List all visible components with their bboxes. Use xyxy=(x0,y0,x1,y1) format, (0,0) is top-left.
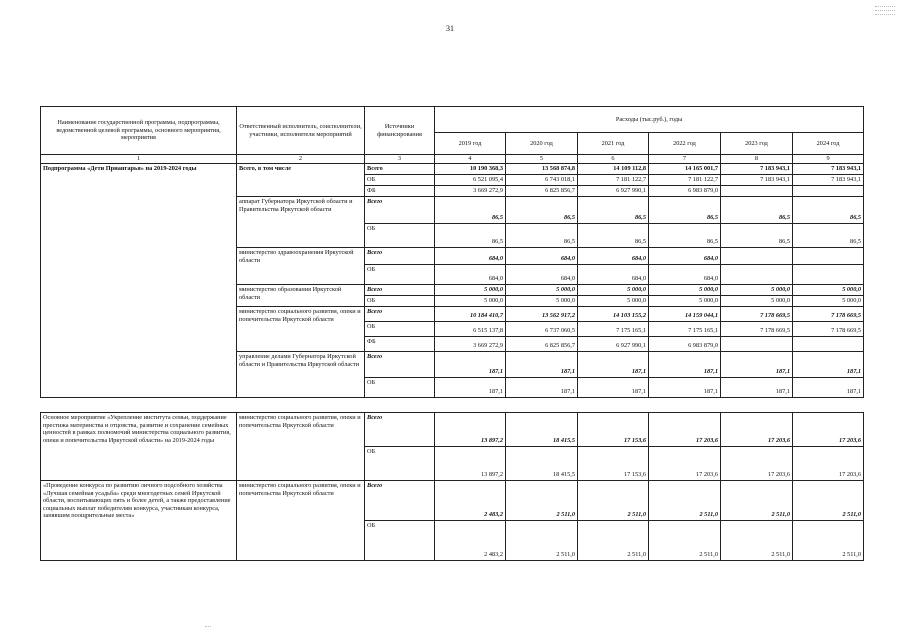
header-expenses: Расходы (тыс.руб.), годы xyxy=(435,107,864,133)
value-cell: 5 000,0 xyxy=(435,285,506,296)
value-cell: 5 000,0 xyxy=(578,285,649,296)
value-cell: 2 511,0 xyxy=(578,481,649,521)
table-row xyxy=(41,164,864,175)
header-year: 2020 год xyxy=(506,133,578,155)
source-cell: Всего xyxy=(365,352,435,378)
value-cell: 13 568 874,8 xyxy=(506,164,578,175)
value-cell xyxy=(793,186,864,197)
value-cell: 7 178 669,5 xyxy=(793,322,864,337)
value-cell: 17 203,6 xyxy=(793,447,864,481)
value-cell: 86,5 xyxy=(578,224,649,248)
value-cell: 7 178 669,5 xyxy=(793,307,864,322)
value-cell: 17 203,6 xyxy=(721,447,793,481)
value-cell: 684,0 xyxy=(578,248,649,265)
value-cell: 13 562 917,2 xyxy=(506,307,578,322)
source-cell: Всего xyxy=(365,481,435,521)
executor-cell: министерство социального развития, опеки и попечительства Иркутской области xyxy=(237,413,365,481)
header-year: 2022 год xyxy=(649,133,721,155)
page-number: 31 xyxy=(446,24,454,33)
source-cell: ОБ xyxy=(365,521,435,561)
source-cell: Всего xyxy=(365,307,435,322)
value-cell: 14 159 044,1 xyxy=(649,307,721,322)
value-cell: 10 190 368,3 xyxy=(435,164,506,175)
value-cell: 5 000,0 xyxy=(435,296,506,307)
value-cell: 187,1 xyxy=(649,378,721,398)
source-cell: ОБ xyxy=(365,447,435,481)
value-cell: 5 000,0 xyxy=(578,296,649,307)
value-cell: 5 000,0 xyxy=(793,285,864,296)
value-cell: 6 825 856,7 xyxy=(506,337,578,352)
value-cell xyxy=(721,265,793,285)
value-cell: 7 181 122,7 xyxy=(649,175,721,186)
source-cell: ОБ xyxy=(365,224,435,248)
scan-artifact xyxy=(875,6,895,18)
value-cell: 7 183 943,1 xyxy=(721,175,793,186)
header-executor: Ответственный исполнитель, соисполнители, участники, исполнители мероприятий xyxy=(237,107,365,155)
table-row xyxy=(41,481,864,521)
value-cell: 684,0 xyxy=(649,265,721,285)
value-cell: 6 927 990,1 xyxy=(578,186,649,197)
contest-name: «Проведение конкурса по развитию личного подсобного хозяйства «Лучшая семейная усадьба» среди многодетных семей Иркутской области, воспитывающих пять и более детей, а также предоставление социальных выплат победителям конкурса, участникам конкурса, занявшим поощрительные места» xyxy=(41,481,237,561)
executor-cell: министерство здравоохранения Иркутской области xyxy=(237,248,365,285)
value-cell: 6 515 137,8 xyxy=(435,322,506,337)
header-year: 2024 год xyxy=(793,133,864,155)
value-cell: 2 511,0 xyxy=(793,521,864,561)
source-cell: Всего xyxy=(365,248,435,265)
value-cell: 187,1 xyxy=(578,378,649,398)
column-number: 6 xyxy=(578,155,649,164)
value-cell xyxy=(721,248,793,265)
value-cell: 2 511,0 xyxy=(649,481,721,521)
value-cell: 86,5 xyxy=(578,197,649,224)
column-number: 7 xyxy=(649,155,721,164)
value-cell: 17 153,6 xyxy=(578,447,649,481)
value-cell: 2 511,0 xyxy=(721,521,793,561)
source-cell: ОБ xyxy=(365,296,435,307)
value-cell: 17 203,6 xyxy=(793,413,864,447)
value-cell: 86,5 xyxy=(721,224,793,248)
value-cell xyxy=(721,337,793,352)
column-number: 5 xyxy=(506,155,578,164)
budget-table xyxy=(40,106,864,398)
source-cell: Всего xyxy=(365,413,435,447)
value-cell: 6 743 018,1 xyxy=(506,175,578,186)
source-cell: ФБ xyxy=(365,186,435,197)
value-cell: 3 669 272,9 xyxy=(435,186,506,197)
value-cell: 13 897,2 xyxy=(435,413,506,447)
value-cell: 187,1 xyxy=(435,352,506,378)
value-cell: 6 983 879,0 xyxy=(649,186,721,197)
value-cell: 684,0 xyxy=(649,248,721,265)
value-cell: 86,5 xyxy=(649,224,721,248)
value-cell: 86,5 xyxy=(435,197,506,224)
value-cell: 14 103 155,2 xyxy=(578,307,649,322)
value-cell: 187,1 xyxy=(793,378,864,398)
value-cell: 2 483,2 xyxy=(435,481,506,521)
value-cell: 7 178 669,5 xyxy=(721,322,793,337)
executor-cell: аппарат Губернатора Иркутской области и Правительства Иркутской области xyxy=(237,197,365,248)
column-number: 1 xyxy=(41,155,237,164)
value-cell: 86,5 xyxy=(435,224,506,248)
value-cell: 10 184 410,7 xyxy=(435,307,506,322)
header-name: Наименование государственной программы, подпрограммы, ведомственной целевой программы, основного мероприятия, мероприятия xyxy=(41,107,237,155)
value-cell: 86,5 xyxy=(793,224,864,248)
source-cell: ОБ xyxy=(365,175,435,186)
value-cell: 187,1 xyxy=(721,378,793,398)
header-year: 2023 год xyxy=(721,133,793,155)
value-cell: 187,1 xyxy=(578,352,649,378)
source-cell: ОБ xyxy=(365,265,435,285)
value-cell: 17 153,6 xyxy=(578,413,649,447)
value-cell: 5 000,0 xyxy=(506,296,578,307)
value-cell: 187,1 xyxy=(793,352,864,378)
source-cell: ФБ xyxy=(365,337,435,352)
value-cell: 2 511,0 xyxy=(649,521,721,561)
column-number: 8 xyxy=(721,155,793,164)
value-cell: 7 183 943,1 xyxy=(793,175,864,186)
value-cell: 17 203,6 xyxy=(721,413,793,447)
column-number: 4 xyxy=(435,155,506,164)
value-cell: 6 737 060,5 xyxy=(506,322,578,337)
source-cell: Всего xyxy=(365,285,435,296)
value-cell: 86,5 xyxy=(721,197,793,224)
value-cell: 2 511,0 xyxy=(721,481,793,521)
value-cell: 86,5 xyxy=(649,197,721,224)
value-cell: 684,0 xyxy=(435,265,506,285)
value-cell: 2 511,0 xyxy=(506,521,578,561)
value-cell: 18 415,5 xyxy=(506,413,578,447)
value-cell: 18 415,5 xyxy=(506,447,578,481)
value-cell: 7 175 165,1 xyxy=(578,322,649,337)
value-cell: 2 511,0 xyxy=(578,521,649,561)
scan-artifact xyxy=(205,626,211,628)
value-cell xyxy=(793,265,864,285)
value-cell: 6 825 856,7 xyxy=(506,186,578,197)
value-cell: 187,1 xyxy=(721,352,793,378)
value-cell: 5 000,0 xyxy=(506,285,578,296)
header-year: 2021 год xyxy=(578,133,649,155)
value-cell: 5 000,0 xyxy=(793,296,864,307)
subprogram-name: Подпрограмма «Дети Приангарья» на 2019-2024 годы xyxy=(41,164,237,398)
value-cell: 2 511,0 xyxy=(506,481,578,521)
value-cell: 86,5 xyxy=(793,197,864,224)
source-cell: Всего xyxy=(365,197,435,224)
value-cell: 2 483,2 xyxy=(435,521,506,561)
value-cell: 684,0 xyxy=(506,248,578,265)
value-cell: 14 165 001,7 xyxy=(649,164,721,175)
value-cell: 6 983 879,0 xyxy=(649,337,721,352)
value-cell: 7 178 669,5 xyxy=(721,307,793,322)
column-number: 3 xyxy=(365,155,435,164)
value-cell: 7 183 943,1 xyxy=(793,164,864,175)
value-cell: 187,1 xyxy=(506,352,578,378)
value-cell xyxy=(721,186,793,197)
value-cell: 86,5 xyxy=(506,197,578,224)
value-cell: 187,1 xyxy=(649,352,721,378)
value-cell: 5 000,0 xyxy=(721,285,793,296)
value-cell: 14 109 112,8 xyxy=(578,164,649,175)
value-cell: 187,1 xyxy=(435,378,506,398)
executor-cell: министерство социального развития, опеки и попечительства Иркутской области xyxy=(237,481,365,561)
value-cell: 187,1 xyxy=(506,378,578,398)
value-cell: 7 183 943,1 xyxy=(721,164,793,175)
source-cell: Всего xyxy=(365,164,435,175)
value-cell: 684,0 xyxy=(435,248,506,265)
value-cell: 5 000,0 xyxy=(649,296,721,307)
value-cell: 6 521 095,4 xyxy=(435,175,506,186)
table-row xyxy=(41,413,864,447)
value-cell: 3 669 272,9 xyxy=(435,337,506,352)
main-event-name: Основное мероприятие «Укрепление института семьи, поддержание престижа материнства и отцовства, развитие и сохранение семейных ценностей в рамках полномочий министерства социального развития, опеки и попечительства Иркутской области» на 2019-2024 годы xyxy=(41,413,237,481)
value-cell: 5 000,0 xyxy=(649,285,721,296)
value-cell: 684,0 xyxy=(506,265,578,285)
value-cell xyxy=(793,337,864,352)
budget-table-continued xyxy=(40,412,864,561)
header-year: 2019 год xyxy=(435,133,506,155)
value-cell: 684,0 xyxy=(578,265,649,285)
value-cell: 5 000,0 xyxy=(721,296,793,307)
value-cell: 13 897,2 xyxy=(435,447,506,481)
executor-cell: Всего, в том числе xyxy=(237,164,365,197)
source-cell: ОБ xyxy=(365,378,435,398)
column-number: 9 xyxy=(793,155,864,164)
header-source: Источники финансирования xyxy=(365,107,435,155)
value-cell: 17 203,6 xyxy=(649,447,721,481)
executor-cell: министерство социального развития, опеки и попечительства Иркутской области xyxy=(237,307,365,352)
value-cell: 2 511,0 xyxy=(793,481,864,521)
value-cell: 86,5 xyxy=(506,224,578,248)
value-cell: 7 181 122,7 xyxy=(578,175,649,186)
value-cell: 6 927 990,1 xyxy=(578,337,649,352)
column-number: 2 xyxy=(237,155,365,164)
source-cell: ОБ xyxy=(365,322,435,337)
executor-cell: управление делами Губернатора Иркутской области и Правительства Иркутской области xyxy=(237,352,365,398)
executor-cell: министерство образования Иркутской области xyxy=(237,285,365,307)
value-cell: 17 203,6 xyxy=(649,413,721,447)
value-cell xyxy=(793,248,864,265)
value-cell: 7 175 165,1 xyxy=(649,322,721,337)
